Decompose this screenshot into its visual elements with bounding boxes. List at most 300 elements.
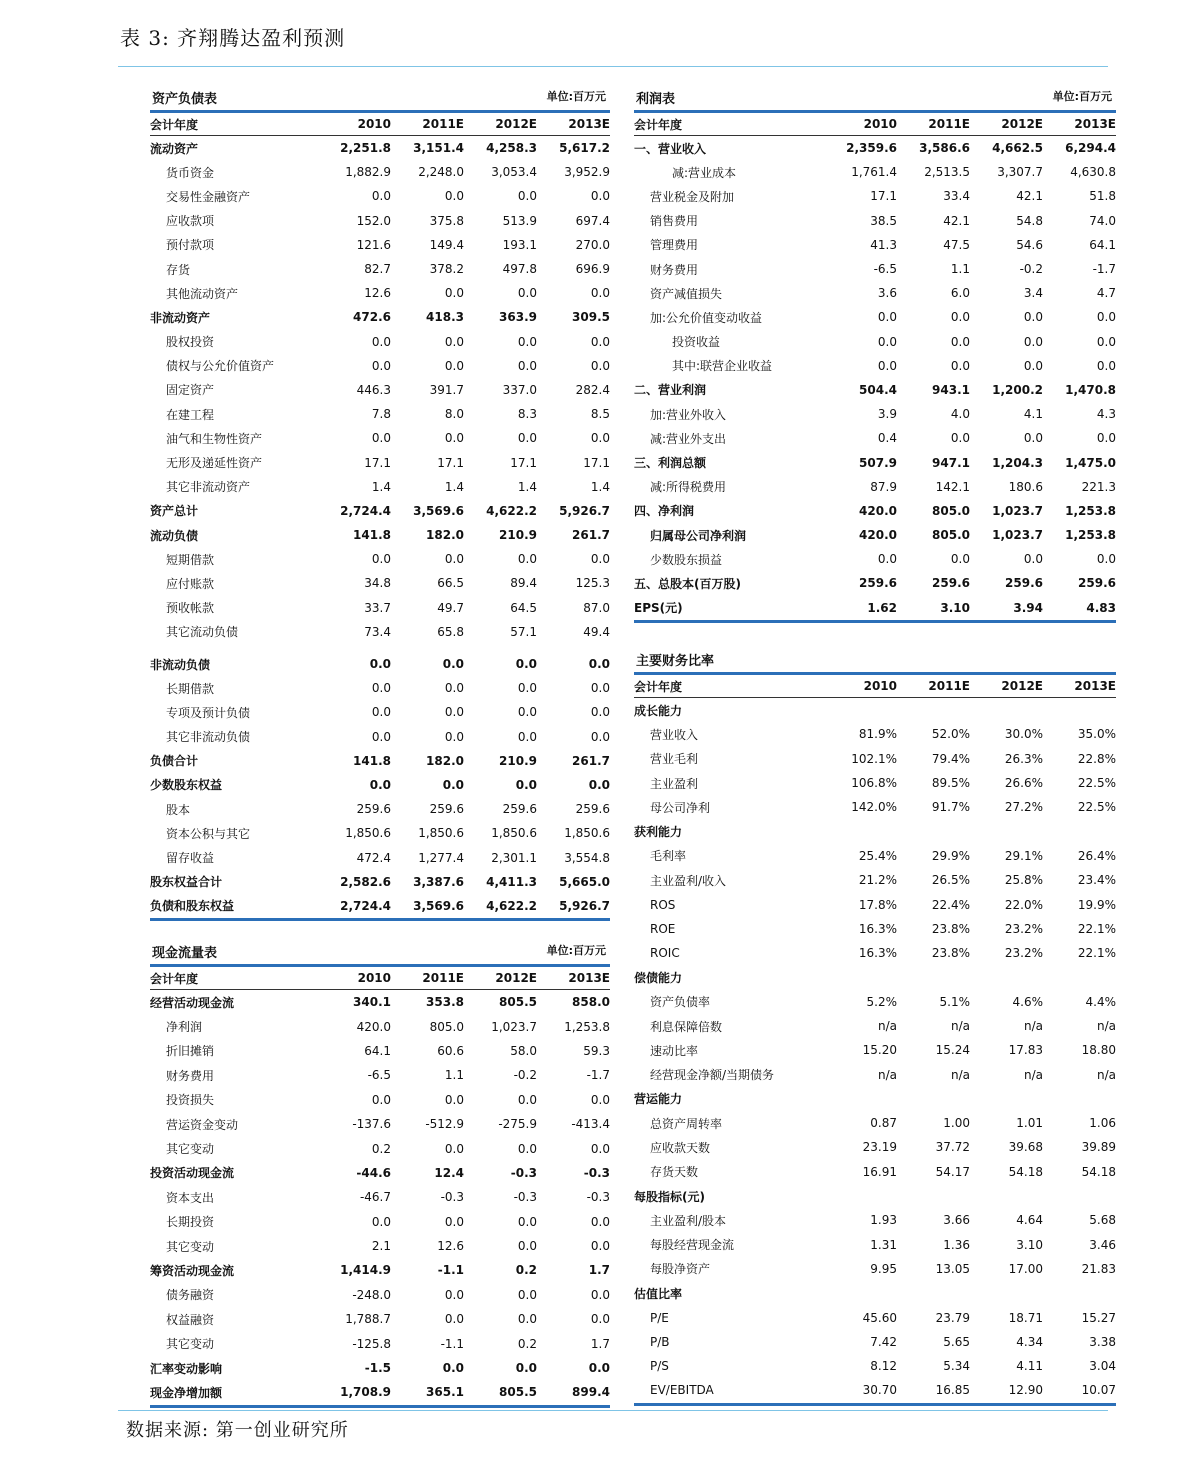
year-header: 2012E	[495, 971, 537, 985]
cashflow-row	[150, 1112, 610, 1136]
row-label: 折旧摊销	[166, 1044, 215, 1059]
ratios-colhead-label: 会计年度	[634, 679, 683, 694]
row-value: 1.31	[870, 1237, 897, 1252]
row-label: 债权与公允价值资产	[166, 359, 275, 374]
row-label: 总资产周转率	[650, 1116, 723, 1131]
row-label: 非流动资产	[150, 310, 211, 325]
income-column-header	[634, 113, 1116, 136]
row-value: 1.7	[590, 1336, 610, 1351]
ratios-row	[634, 698, 1116, 722]
row-value: -0.3	[510, 1165, 537, 1180]
row-value: 1.36	[943, 1237, 970, 1252]
row-value: 3,569.6	[413, 898, 464, 913]
row-value: 22.5%	[1077, 800, 1116, 815]
row-value: 17.00	[1008, 1261, 1043, 1276]
row-label: 股东权益合计	[150, 875, 223, 890]
row-value: 0.0	[371, 552, 391, 567]
row-value: 38.5	[870, 213, 897, 228]
cashflow-row	[150, 1039, 610, 1063]
row-value: 1,204.3	[992, 455, 1043, 470]
row-value: 17.1	[583, 455, 610, 470]
ratios-title: 主要财务比率	[636, 654, 715, 669]
row-value: -46.7	[359, 1190, 391, 1205]
row-value: -1.7	[1092, 262, 1116, 277]
row-value: 1,882.9	[345, 165, 391, 180]
row-value: 1,475.0	[1065, 455, 1116, 470]
ratios-row	[634, 722, 1116, 746]
row-value: 2,582.6	[340, 874, 391, 889]
balance-row	[150, 233, 610, 257]
row-value: 261.7	[572, 753, 610, 768]
row-label: 货币资金	[166, 165, 215, 180]
row-value: 1,023.7	[992, 503, 1043, 518]
row-label: 长期投资	[166, 1215, 215, 1230]
row-value: 0.0	[1023, 552, 1043, 567]
row-value: 0.0	[1023, 334, 1043, 349]
row-value: 30.70	[862, 1383, 897, 1398]
row-value: 0.0	[590, 729, 610, 744]
row-value: 79.4%	[931, 751, 970, 766]
row-value: 8.3	[517, 407, 537, 422]
row-label: 营运资金变动	[166, 1117, 239, 1132]
income-row	[634, 450, 1116, 474]
ratios-row	[634, 892, 1116, 916]
row-label: 流动资产	[150, 141, 199, 156]
row-value: 0.0	[1023, 358, 1043, 373]
row-value: 309.5	[572, 310, 610, 325]
row-value: 259.6	[502, 802, 537, 817]
row-value: 504.4	[859, 382, 897, 397]
income-row	[634, 209, 1116, 233]
balance-row	[150, 547, 610, 571]
row-value: 25.8%	[1004, 873, 1043, 888]
row-label: 四、净利润	[634, 504, 695, 519]
row-value: 1.4	[517, 479, 537, 494]
row-value: 22.5%	[1077, 776, 1116, 791]
row-value: 9.95	[870, 1261, 897, 1276]
row-value: 16.3%	[858, 921, 897, 936]
row-value: 64.1	[364, 1043, 391, 1058]
row-value: 947.1	[932, 455, 970, 470]
row-label: 汇率变动影响	[150, 1361, 223, 1376]
ratios-row	[634, 1305, 1116, 1329]
row-value: 365.1	[426, 1385, 464, 1400]
row-value: 4,630.8	[1070, 165, 1116, 180]
row-label: 归属母公司净利润	[650, 528, 747, 543]
row-value: 19.9%	[1077, 897, 1116, 912]
row-value: n/a	[877, 1019, 897, 1033]
row-value: -6.5	[367, 1068, 391, 1083]
row-value: 5.2%	[866, 994, 897, 1009]
row-value: n/a	[1096, 1067, 1116, 1082]
row-label: 毛利率	[650, 849, 687, 864]
balance-row	[150, 797, 610, 821]
row-label: 存货	[166, 262, 191, 277]
row-label: 主业盈利	[650, 776, 699, 791]
row-value: 420.0	[356, 1019, 391, 1034]
year-header: 2010	[863, 117, 897, 131]
row-label: 其它非流动资产	[166, 480, 251, 495]
row-value: 0.0	[517, 1214, 537, 1229]
row-value: 17.1	[437, 455, 464, 470]
row-label: 交易性金融资产	[166, 189, 251, 204]
row-value: 1.7	[588, 1263, 610, 1278]
row-value: 282.4	[575, 382, 610, 397]
row-label: 管理费用	[650, 238, 699, 253]
row-value: 1.62	[867, 600, 897, 615]
row-value: 0.0	[590, 189, 610, 204]
row-label: 股权投资	[166, 335, 215, 350]
row-label: 无形及递延性资产	[166, 456, 263, 471]
row-value: 0.0	[950, 334, 970, 349]
row-label: 现金净增加额	[150, 1385, 223, 1400]
row-value: 7.8	[371, 407, 391, 422]
bottom-divider	[118, 1410, 1108, 1411]
row-value: 0.0	[444, 334, 464, 349]
row-value: 89.5%	[931, 776, 970, 791]
year-header: 2011E	[422, 971, 464, 985]
row-value: 0.0	[515, 657, 537, 672]
row-value: 0.0	[371, 1092, 391, 1107]
row-label: P/B	[650, 1334, 670, 1349]
cashflow-row	[150, 1331, 610, 1355]
row-label: 油气和生物性资产	[166, 431, 263, 446]
row-value: 0.0	[517, 1141, 537, 1156]
row-value: 73.4	[364, 624, 391, 639]
data-source-note: 数据来源: 第一创业研究所	[126, 1420, 349, 1441]
row-value: 1,788.7	[345, 1312, 391, 1327]
row-label: 速动比率	[650, 1043, 699, 1058]
row-value: 34.8	[364, 576, 391, 591]
row-value: 0.0	[590, 1287, 610, 1302]
ratios-row	[634, 965, 1116, 989]
income-unit: 单位:百万元	[1052, 90, 1112, 103]
row-value: 0.0	[950, 310, 970, 325]
row-value: 0.0	[515, 777, 537, 792]
row-value: 4,662.5	[992, 141, 1043, 156]
row-value: 0.0	[371, 189, 391, 204]
row-value: 0.0	[1096, 431, 1116, 446]
row-value: 15.20	[862, 1043, 897, 1058]
row-value: -137.6	[352, 1117, 391, 1132]
row-label: EPS(元)	[634, 601, 683, 616]
row-value: 3.04	[1089, 1359, 1116, 1374]
row-value: 4.64	[1016, 1213, 1043, 1228]
row-label: 利息保障倍数	[650, 1019, 723, 1034]
row-value: 6.0	[950, 286, 970, 301]
row-value: 858.0	[572, 995, 610, 1010]
row-value: 1.01	[1016, 1116, 1043, 1131]
year-header: 2011E	[928, 117, 970, 131]
balance-row	[150, 354, 610, 378]
ratios-row	[634, 1208, 1116, 1232]
row-value: 4,622.2	[486, 503, 537, 518]
income-row	[634, 136, 1116, 160]
row-value: 121.6	[356, 237, 391, 252]
row-label: 资产减值损失	[650, 286, 723, 301]
row-label: 营业毛利	[650, 752, 699, 767]
row-value: 47.5	[943, 237, 970, 252]
ratios-row	[634, 771, 1116, 795]
row-value: 0.0	[517, 681, 537, 696]
row-value: 3,053.4	[491, 165, 537, 180]
row-value: 1,761.4	[851, 165, 897, 180]
row-value: 0.0	[444, 1287, 464, 1302]
row-value: 3.94	[1013, 600, 1043, 615]
income-row	[634, 305, 1116, 329]
balance-row	[150, 475, 610, 499]
row-value: 149.4	[429, 237, 464, 252]
year-header: 2013E	[1074, 117, 1116, 131]
row-value: 21.83	[1081, 1261, 1116, 1276]
ratios-row	[634, 1354, 1116, 1378]
row-value: 0.0	[590, 1312, 610, 1327]
row-value: 0.2	[371, 1141, 391, 1156]
row-label: 资本公积与其它	[166, 826, 251, 841]
ratios-row	[634, 1062, 1116, 1086]
row-label: P/S	[650, 1359, 669, 1374]
row-label: 投资损失	[166, 1093, 215, 1108]
row-value: 270.0	[575, 237, 610, 252]
balance-row	[150, 821, 610, 845]
row-value: 259.6	[575, 802, 610, 817]
balance-row	[150, 523, 610, 547]
balance-row	[150, 725, 610, 749]
row-value: 0.0	[950, 431, 970, 446]
row-value: 0.87	[870, 1116, 897, 1131]
row-label: 留存收益	[166, 851, 215, 866]
row-value: 3.10	[1016, 1237, 1043, 1252]
row-value: 0.0	[877, 334, 897, 349]
ratios-row	[634, 1378, 1116, 1405]
row-value: 4.7	[1096, 286, 1116, 301]
income-row	[634, 354, 1116, 378]
row-value: 22.8%	[1077, 751, 1116, 766]
balance-row	[150, 644, 610, 652]
ratios-row	[634, 1087, 1116, 1111]
row-label: 财务费用	[166, 1068, 215, 1083]
cashflow-row	[150, 1210, 610, 1234]
cashflow-row	[150, 1283, 610, 1307]
row-value: 12.6	[364, 286, 391, 301]
balance-row	[150, 676, 610, 700]
row-value: 180.6	[1008, 479, 1043, 494]
row-value: 60.6	[437, 1043, 464, 1058]
year-header: 2011E	[422, 117, 464, 131]
page-title: 表 3: 齐翔腾达盈利预测	[120, 26, 346, 50]
row-label: 债务融资	[166, 1288, 215, 1303]
row-value: 54.17	[935, 1164, 970, 1179]
row-value: 182.0	[426, 528, 464, 543]
row-value: 17.83	[1008, 1043, 1043, 1058]
row-value: 472.6	[353, 310, 391, 325]
row-value: 0.0	[444, 705, 464, 720]
row-value: 3.6	[877, 286, 897, 301]
row-value: 0.0	[371, 431, 391, 446]
row-label: 投资收益	[672, 335, 721, 350]
row-value: 1,850.6	[345, 826, 391, 841]
row-value: 125.3	[575, 576, 610, 591]
row-value: 42.1	[943, 213, 970, 228]
row-value: 0.0	[1096, 358, 1116, 373]
year-header: 2010	[863, 679, 897, 693]
row-value: 0.0	[442, 777, 464, 792]
row-value: n/a	[1023, 1019, 1043, 1033]
row-label: P/E	[650, 1310, 669, 1325]
row-value: 23.19	[862, 1140, 897, 1155]
balance-row	[150, 209, 610, 233]
row-value: 12.6	[437, 1239, 464, 1254]
row-value: 4.6%	[1012, 994, 1043, 1009]
row-label: 应付账款	[166, 576, 215, 591]
year-header: 2012E	[495, 117, 537, 131]
row-label: 短期借款	[166, 552, 215, 567]
row-label: 销售费用	[650, 214, 699, 229]
row-value: 8.0	[444, 407, 464, 422]
row-value: 3.9	[877, 407, 897, 422]
row-value: 0.4	[877, 431, 897, 446]
row-value: 142.1	[935, 479, 970, 494]
row-value: 142.0%	[851, 800, 897, 815]
row-value: 2,251.8	[340, 141, 391, 156]
row-value: 1,253.8	[1065, 503, 1116, 518]
row-value: 1,277.4	[418, 850, 464, 865]
row-value: 6,294.4	[1065, 141, 1116, 156]
row-label: 财务费用	[650, 262, 699, 277]
balance-column-header	[150, 113, 610, 136]
row-value: 0.0	[371, 705, 391, 720]
row-value: 0.0	[444, 729, 464, 744]
row-label: 减:营业外支出	[650, 431, 727, 446]
row-value: 0.0	[444, 1312, 464, 1327]
row-value: 8.12	[870, 1359, 897, 1374]
row-value: 3,151.4	[413, 141, 464, 156]
row-value: 74.0	[1089, 213, 1116, 228]
row-value: 0.0	[517, 705, 537, 720]
row-value: 26.3%	[1004, 751, 1043, 766]
balance-header	[150, 88, 610, 113]
row-value: 41.3	[870, 237, 897, 252]
row-value: 420.0	[859, 503, 897, 518]
row-value: 210.9	[499, 528, 537, 543]
row-label: 应收款项	[166, 214, 215, 229]
row-value: 513.9	[502, 213, 537, 228]
row-value: 0.0	[1096, 552, 1116, 567]
row-value: 0.0	[517, 1287, 537, 1302]
income-statement-table	[634, 88, 1116, 623]
cashflow-row	[150, 1088, 610, 1112]
row-label: 权益融资	[166, 1312, 215, 1327]
row-value: -0.3	[586, 1190, 610, 1205]
row-value: 0.0	[590, 552, 610, 567]
row-value: 259.6	[429, 802, 464, 817]
row-value: 54.18	[1008, 1164, 1043, 1179]
row-value: 221.3	[1081, 479, 1116, 494]
row-label: 经营现金净额/当期债务	[650, 1068, 775, 1083]
row-value: 0.0	[371, 358, 391, 373]
top-divider	[118, 66, 1108, 67]
row-label: 其中:联营企业收益	[672, 359, 773, 374]
ratios-row	[634, 868, 1116, 892]
ratios-row	[634, 917, 1116, 941]
income-title: 利润表	[636, 92, 676, 107]
row-value: -1.1	[437, 1263, 464, 1278]
row-value: 193.1	[502, 237, 537, 252]
row-value: 7.42	[870, 1334, 897, 1349]
balance-row	[150, 257, 610, 281]
row-value: 1,850.6	[564, 826, 610, 841]
cashflow-row	[150, 1185, 610, 1209]
row-value: 0.0	[1023, 431, 1043, 446]
row-value: 0.0	[517, 358, 537, 373]
row-value: 805.5	[499, 995, 537, 1010]
row-value: 35.0%	[1077, 727, 1116, 742]
cashflow-row	[150, 1307, 610, 1331]
ratios-row	[634, 941, 1116, 965]
row-value: 29.1%	[1004, 848, 1043, 863]
ratios-row	[634, 844, 1116, 868]
row-label: 其它变动	[166, 1239, 215, 1254]
row-value: 0.0	[590, 1239, 610, 1254]
cashflow-row	[150, 1063, 610, 1087]
row-value: 81.9%	[858, 727, 897, 742]
row-value: 4,622.2	[486, 898, 537, 913]
row-value: 5.68	[1089, 1213, 1116, 1228]
row-value: -125.8	[352, 1336, 391, 1351]
row-value: 805.0	[429, 1019, 464, 1034]
row-value: 0.0	[444, 286, 464, 301]
balance-row	[150, 402, 610, 426]
row-value: 0.0	[517, 286, 537, 301]
financial-ratios-table	[634, 650, 1116, 1406]
row-value: 16.85	[935, 1383, 970, 1398]
row-label: 在建工程	[166, 407, 215, 422]
balance-row	[150, 571, 610, 595]
income-row	[634, 596, 1116, 623]
row-value: 4.83	[1086, 600, 1116, 615]
row-value: 4.0	[950, 407, 970, 422]
row-value: 42.1	[1016, 189, 1043, 204]
income-row	[634, 330, 1116, 354]
ratios-column-header	[634, 675, 1116, 698]
row-value: 102.1%	[851, 751, 897, 766]
row-value: 1.4	[444, 479, 464, 494]
row-value: 0.0	[517, 189, 537, 204]
balance-row	[150, 281, 610, 305]
row-value: 4.1	[1023, 407, 1043, 422]
row-value: 17.1	[870, 189, 897, 204]
row-value: 210.9	[499, 753, 537, 768]
row-value: 0.0	[588, 777, 610, 792]
row-value: 0.0	[588, 657, 610, 672]
row-value: 0.0	[442, 1361, 464, 1376]
row-value: 0.0	[590, 1214, 610, 1229]
balance-row	[150, 652, 610, 676]
row-value: 2,513.5	[924, 165, 970, 180]
row-value: 29.9%	[931, 848, 970, 863]
row-value: 0.0	[950, 358, 970, 373]
row-value: 0.0	[590, 681, 610, 696]
row-value: -0.3	[513, 1190, 537, 1205]
row-value: 1,850.6	[418, 826, 464, 841]
cashflow-title: 现金流量表	[152, 946, 218, 961]
ratios-row	[634, 1160, 1116, 1184]
income-row	[634, 523, 1116, 547]
row-label: 其它流动负债	[166, 625, 239, 640]
row-label: 其它变动	[166, 1142, 215, 1157]
balance-row	[150, 870, 610, 894]
row-value: 363.9	[499, 310, 537, 325]
